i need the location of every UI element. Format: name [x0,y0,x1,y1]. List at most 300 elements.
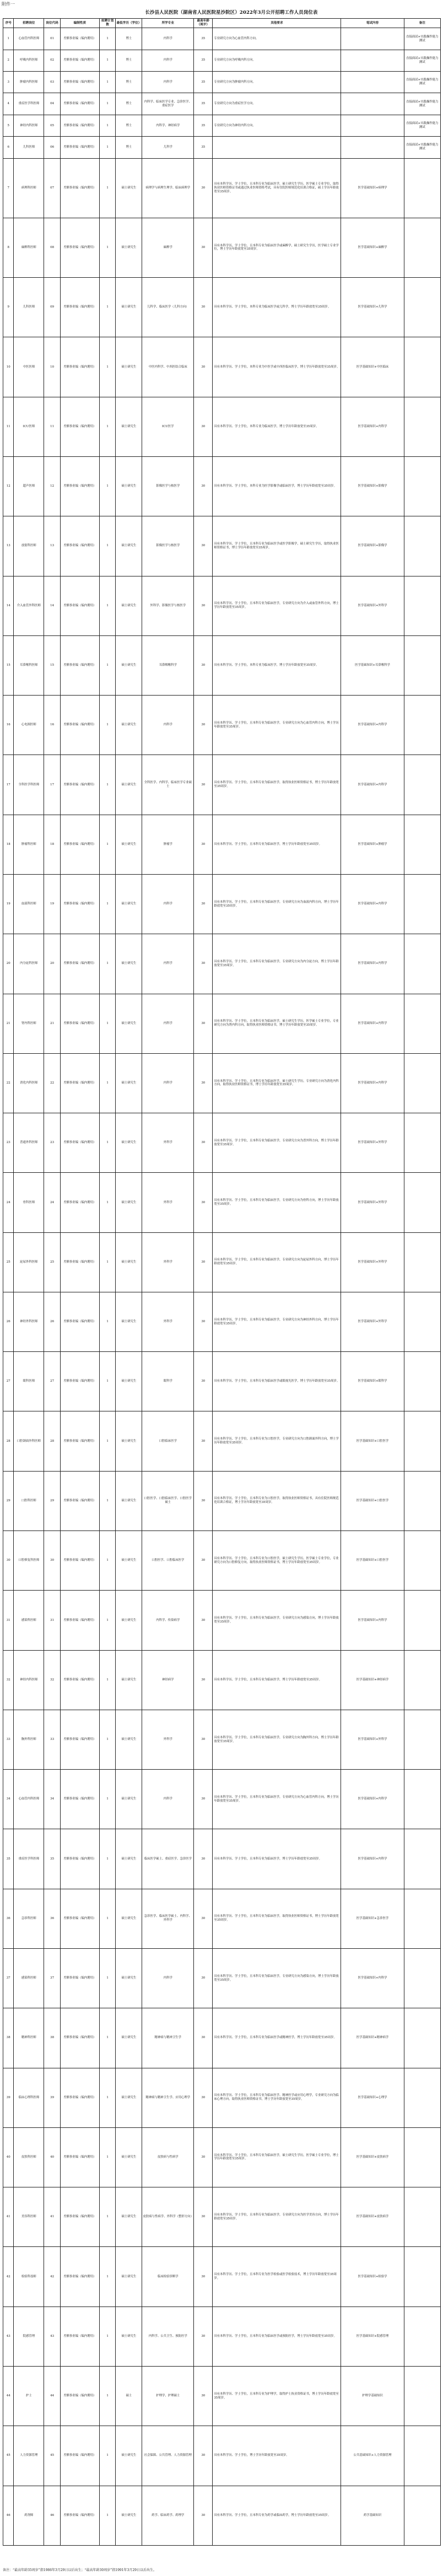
table-cell: 14 [3,576,14,635]
table-cell: 4 [3,93,14,115]
table-cell: 精神病与精神卫生学、应用心理学 [142,2068,194,2127]
table-cell: 差额事业编（编内聘用） [60,397,99,456]
table-cell [404,516,440,576]
table-cell: 35 [3,1829,14,1889]
table-cell: 具有本科学历、学士学位，且本科专业为临床医学，博士学历年龄放宽至35周岁。 [213,815,341,874]
table-cell [404,874,440,934]
table-cell [404,1173,440,1232]
table-cell: 硕士研究生 [116,635,142,695]
table-cell: 35 [44,1829,61,1889]
table-cell [404,1292,440,1351]
header-cell: 所学专业 [142,19,194,28]
table-cell: 神经内科医师 [14,115,44,136]
table-cell: 差额事业编（编内聘用） [60,115,99,136]
table-cell [404,2426,440,2486]
table-cell: 口腔科医师 [14,1471,44,1530]
table-cell: 18 [44,815,61,874]
table-cell: 1 [99,158,116,218]
table-cell [404,1232,440,1292]
table-cell: 12 [3,456,14,516]
table-cell: 35 [194,93,213,115]
table-cell: 放射科医师 [14,516,44,576]
table-cell: 41 [3,2187,14,2247]
table-row [3,397,441,456]
table-cell: 1 [99,93,116,115]
table-row [3,93,441,115]
table-cell: 30 [194,2486,213,2545]
table-cell [404,2486,440,2545]
table-cell: 46 [3,2486,14,2545]
table-cell: 27 [44,1352,61,1411]
table-cell [404,1053,440,1113]
table-cell: 儿科学、临床医学（儿科方向） [142,278,194,337]
table-cell: 差额事业编（编内聘用） [60,1770,99,1829]
table-row [3,2247,441,2306]
table-cell: 差额事业编（编内聘用） [60,2187,99,2247]
table-cell: 18 [3,815,14,874]
table-cell: 内科学、神经病学 [142,115,194,136]
table-cell: 具有本科学历、学士学位，且本科专业为药学或临床药学，博士学历年龄放宽至35周岁。 [213,2486,341,2545]
table-cell: 硕士研究生 [116,1650,142,1710]
table-cell: 差额事业编（编内聘用） [60,1471,99,1530]
table-cell: 差额事业编（编内聘用） [60,1352,99,1411]
table-cell: 内科学、临床医学专业、急诊医学、重症医学 [142,93,194,115]
table-cell: 胸外科医师 [14,1710,44,1769]
table-cell: 30 [194,755,213,815]
table-cell: 硕士研究生 [116,934,142,994]
table-cell: 医学基础知识+院感管理 [341,2306,404,2366]
table-cell: 硕士研究生 [116,576,142,635]
table-cell: 医学基础知识+内科学 [341,1770,404,1829]
table-cell: 05 [44,115,61,136]
table-cell: 1 [99,218,116,277]
table-cell: 23 [44,1113,61,1173]
table-cell: 医学基础知识+影像学 [341,516,404,576]
table-cell: 37 [44,1949,61,2008]
table-cell: 医学基础知识+内科学 [341,934,404,994]
table-cell: 差额事业编（编内聘用） [60,1531,99,1591]
table-row [3,696,441,755]
table-cell: 医学基础知识+麻醉学 [341,218,404,277]
table-cell: 博士 [116,28,142,50]
table-cell: 具有本科学历、学士学位，本科专业为临床医学或儿科学，博士学历年龄放宽至35周岁。 [213,278,341,337]
table-cell [404,1650,440,1710]
table-cell [404,1770,440,1829]
table-cell: 1 [99,28,116,50]
table-cell: 临床检验诊断学 [142,2247,194,2306]
table-cell [404,696,440,755]
table-cell: 22 [44,1053,61,1113]
table-cell: 硕士研究生 [116,1829,142,1889]
table-cell: 1 [99,2247,116,2306]
table-cell: 10 [3,337,14,397]
table-cell [341,28,404,50]
table-cell: 硕士研究生 [116,1889,142,1948]
table-cell [341,137,404,158]
table-cell: 内科学 [142,934,194,994]
table-cell: 硕士研究生 [116,1292,142,1351]
table-row [3,1053,441,1113]
table-row [3,1173,441,1232]
table-cell: 直接面试+实践操作能力测试 [404,28,440,50]
table-cell: 外科学 [142,1292,194,1351]
table-cell: 1 [99,2068,116,2127]
table-cell: 硕士研究生 [116,218,142,277]
table-cell [404,1829,440,1889]
table-cell: 8 [3,218,14,277]
table-cell: 1 [99,137,116,158]
table-cell: 硕士研究生 [116,337,142,397]
table-cell: 差额事业编（编内聘用） [60,1232,99,1292]
table-cell: 1 [99,1710,116,1769]
table-cell [404,1113,440,1173]
table-cell: 7 [3,158,14,218]
table-cell: 具有本科学历、学士学位，且本科专业为临床医学，专业研究方向为内分泌方向，博士学历年龄放宽至35周岁。 [213,934,341,994]
table-cell: 麻醉科医师 [14,218,44,277]
header-cell: 序号 [3,19,14,28]
table-cell: 30 [194,815,213,874]
table-cell: 46 [44,2486,61,2545]
table-cell: 24 [3,1173,14,1232]
table-cell: 28 [3,1411,14,1471]
table-row [3,994,441,1053]
table-cell: 内科学 [142,874,194,934]
table-cell: 30 [194,874,213,934]
table-cell: 内科学 [142,1770,194,1829]
table-cell: 影像医学与核医学 [142,456,194,516]
table-cell: 硕士研究生 [116,456,142,516]
positions-table [3,18,441,2546]
table-cell: 11 [3,397,14,456]
table-cell: 差额事业编（编内聘用） [60,696,99,755]
table-cell: 口腔医学、口腔临床医学 [142,1531,194,1591]
table-cell: 44 [44,2366,61,2426]
table-row [3,1770,441,1829]
table-cell: 30 [194,576,213,635]
table-cell: 差额事业编（编内聘用） [60,934,99,994]
table-cell: 血液科医师 [14,874,44,934]
table-row [3,934,441,994]
table-cell: 医学基础知识+外科学 [341,1292,404,1351]
header-cell: 备注 [404,19,440,28]
table-cell: 具有本科学历、学士学位，且本科专业为临床医学或精神医学，博士学历年龄放宽至35周岁。 [213,2008,341,2068]
table-cell: 1 [99,1292,116,1351]
table-cell: 麻醉学 [142,218,194,277]
table-cell: 1 [99,1411,116,1471]
table-cell: 外科学 [142,1173,194,1232]
table-cell: 36 [44,1889,61,1948]
table-cell: 差额事业编（编内聘用） [60,50,99,71]
table-cell [404,2127,440,2187]
table-cell: 17 [3,755,14,815]
table-cell: 1 [99,934,116,994]
table-cell: 30 [194,1292,213,1351]
table-cell: 24 [44,1173,61,1232]
table-cell: 1 [99,2127,116,2187]
table-cell: 具有本科学历、学士学位，且本科专业为临床医学，专业研究方向为感染方向，博士学历年龄放宽至35周岁。 [213,1591,341,1650]
table-cell [404,2247,440,2306]
table-cell: 具有本科学历、学士学位，且本科专业为临床医学，博士学历年龄放宽至35周岁。 [213,1829,341,1889]
table-cell: 差额事业编（编内聘用） [60,1710,99,1769]
table-cell: 硕士研究生 [116,1352,142,1411]
table-cell: 精神病与精神卫生学 [142,2008,194,2068]
table-cell [404,278,440,337]
table-cell: 30 [194,1113,213,1173]
table-cell: 25 [44,1232,61,1292]
table-row [3,137,441,158]
table-cell: 具有本科学历、学士学位，本科专业为临床医学，博士学历年龄放宽至35周岁。 [213,397,341,456]
table-cell: 1 [99,1889,116,1948]
table-cell: 30 [194,2068,213,2127]
table-cell: 1 [99,2187,116,2247]
table-cell: 医学基础知识+外科学 [341,576,404,635]
table-cell: 直接面试+实践操作能力测试 [404,137,440,158]
table-cell: 医学基础知识+耳鼻喉科学 [341,635,404,695]
table-cell: 具有本科学历、学士学位，且本科专业为临床医学，专业研究方向为神经外科方向，博士学历年龄放宽至35周岁。 [213,1292,341,1351]
table-cell: 35 [194,28,213,50]
table-cell: 1 [99,1173,116,1232]
table-cell: 1 [99,2426,116,2486]
table-cell: 1 [99,1113,116,1173]
table-cell: 33 [3,1710,14,1769]
table-cell: 差额事业编（编内聘用） [60,93,99,115]
table-cell: 口腔医学、口腔临床医学、口腔医学硕士 [142,1471,194,1530]
table-row [3,2008,441,2068]
table-cell: 具有本科学历、学士学位，且本科专业为临床医学，专业研究方向为介入或血管外科方向，博士学历年龄放宽至35周岁。 [213,576,341,635]
table-cell: 护理学基础知识 [341,2366,404,2426]
table-cell: 硕士研究生 [116,397,142,456]
table-cell: 医学基础知识+内科学 [341,397,404,456]
table-cell: 30 [194,1650,213,1710]
table-cell [404,934,440,994]
table-cell: 内科学 [142,72,194,93]
table-cell: 口腔修复科医师 [14,1531,44,1591]
table-cell: 具有本科学历、学士学位，且本科专业为临床医学，硕士研究生学历，医学硕士专业学位，专业研究方向为肾内科方向，取得执业医师资格证书，博士学历年龄放宽至35周岁。 [213,994,341,1053]
table-cell: 差额事业编（编内聘用） [60,755,99,815]
table-cell: 人力资源管理 [14,2426,44,2486]
table-row [3,635,441,695]
table-cell: 1 [99,576,116,635]
table-row [3,1232,441,1292]
table-cell: 医学基础知识+肿瘤学 [341,815,404,874]
table-cell: 45 [3,2426,14,2486]
table-cell: 医学基础知识+内科学 [341,1829,404,1889]
table-cell: 内科学 [142,994,194,1053]
table-row [3,516,441,576]
table-cell: 差额事业编（编内聘用） [60,1292,99,1351]
table-cell: 中医医师 [14,337,44,397]
table-row [3,1829,441,1889]
table-cell: 21 [44,994,61,1053]
table-cell: 17 [44,755,61,815]
table-body [3,28,441,2546]
table-row [3,1352,441,1411]
table-cell: 药学基础知识 [341,2486,404,2545]
table-row [3,337,441,397]
table-cell: 16 [3,696,14,755]
table-cell: 内科学、公共卫生、预防医学 [142,2306,194,2366]
table-cell: 中医内科学、中西医结合临床 [142,337,194,397]
table-cell: 35 [194,50,213,71]
table-cell: 硕士研究生 [116,2008,142,2068]
table-cell: 医学基础知识+内科学 [341,1949,404,2008]
table-cell: 儿科医师 [14,278,44,337]
table-cell: 1 [99,278,116,337]
table-cell: 医学基础知识+急诊医学 [341,1889,404,1948]
table-cell: 神经病学 [142,1650,194,1710]
table-cell [404,1411,440,1471]
table-cell: 外科学 [142,1113,194,1173]
table-cell: 30 [194,2306,213,2366]
table-cell: 临床医学硕士、重症医学、急诊医学 [142,1829,194,1889]
table-cell [404,2366,440,2426]
table-cell: 专业研究方向为神经内科方向。 [213,115,341,136]
table-cell: 差额事业编（编内聘用） [60,2366,99,2426]
table-cell [404,755,440,815]
table-cell: 44 [3,2366,14,2426]
table-cell: 差额事业编（编内聘用） [60,1829,99,1889]
table-row [3,874,441,934]
table-header-row [3,19,441,28]
table-cell: 1 [99,50,116,71]
table-cell: 差额事业编（编内聘用） [60,1591,99,1650]
table-cell: 外科学 [142,1232,194,1292]
table-cell: 硕士研究生 [116,994,142,1053]
table-cell: 15 [44,635,61,695]
table-cell: 硕士研究生 [116,158,142,218]
table-cell: 11 [44,397,61,456]
table-cell: 具有本科学历、学士学位，且本科专业为临床医学，博士学历年龄放宽至35周岁。 [213,1650,341,1710]
table-cell: 具有本科学历、学士学位，且本科专业为临床医学，专业研究方向为普外科方向，博士学历年龄放宽至35周岁。 [213,1113,341,1173]
table-cell: 1 [99,696,116,755]
table-cell: 博士 [116,115,142,136]
table-cell: 36 [3,1889,14,1948]
table-cell: 医学基础知识+内科学 [341,1053,404,1113]
table-cell: 26 [44,1292,61,1351]
table-cell: 硕士研究生 [116,1232,142,1292]
table-cell: ICU医学 [142,397,194,456]
table-cell [404,456,440,516]
table-cell: 病理学与病理生理学、临床病理学 [142,158,194,218]
table-cell: 21 [3,994,14,1053]
table-cell: 具有本科学历、学士学位，且本科专业为临床医学，取得执业医师资格证书，博士学历年龄放宽至35周岁。 [213,1889,341,1948]
table-cell: 药剂师 [14,2486,44,2545]
table-cell: 直接面试+实践操作能力测试 [404,72,440,93]
table-cell: 医学基础知识+外科学 [341,1232,404,1292]
table-row [3,28,441,50]
table-cell: 45 [44,2426,61,2486]
table-cell: 硕士 [116,2366,142,2426]
table-cell: 医学基础知识+神经病学 [341,1650,404,1710]
table-cell: 急诊医学、临床医学硕士、内科学、外科学 [142,1889,194,1948]
table-cell: 1 [99,1531,116,1591]
table-cell: 30 [194,1053,213,1113]
table-cell: 影像医学与核医学 [142,516,194,576]
table-cell: 医学基础知识+内科学 [341,1591,404,1650]
table-cell: 具有本科学历、学士学位，且本科专业为临床医学，专业研究方向为心血管内科方向，博士学历年龄放宽至35周岁。 [213,1770,341,1829]
table-cell: 34 [3,1770,14,1829]
table-cell: 具有本科学历、学士学位，且本科专业为临床医学，硕士研究生学历，医学硕士专业学位，取得执业医师资格证书或通过执业医师资格考试，具有住院医师规范化培训合格证，硕士学历年龄放宽至35周岁。 [213,158,341,218]
table-cell: 9 [3,278,14,337]
table-cell: 具有本科学历、学士学位，且本科专业为口腔医学，专业研究方向为口腔颌面外科方向，博士学历年龄放宽至35周岁。 [213,1411,341,1471]
table-cell: 呼吸内科医师 [14,50,44,71]
table-row [3,50,441,71]
table-cell: 神经外科医师 [14,1292,44,1351]
table-cell: 医学基础知识+口腔医学 [341,1411,404,1471]
table-cell: 1 [99,1232,116,1292]
table-row [3,278,441,337]
table-cell: 临床心理科医师 [14,2068,44,2127]
table-row [3,576,441,635]
table-cell: 具有本科学历、学士学位，本科专业为中医学或中西医临床医学，博士学历年龄放宽至35周岁。 [213,337,341,397]
table-cell [404,1591,440,1650]
table-cell: 02 [44,50,61,71]
table-cell: 33 [44,1710,61,1769]
table-cell [404,397,440,456]
table-cell: 公共基础知识+人力资源管理 [341,2426,404,2486]
table-cell: 院感管理 [14,2306,44,2366]
table-cell: 皮肤病与性病学 [142,2127,194,2187]
table-cell: 差额事业编（编内聘用） [60,1053,99,1113]
table-cell: 1 [99,994,116,1053]
table-cell [404,1889,440,1948]
table-cell: 30 [194,2366,213,2426]
table-cell: 眼科学 [142,1352,194,1411]
table-cell: 肿瘤内科医师 [14,72,44,93]
table-row [3,2426,441,2486]
table-cell: 具有本科学历、学士学位，且本科专业为临床医学、精神医学或应用心理学，专业研究方向为临床心理方向，取得执业医师资格证书，博士学历年龄放宽至35周岁。 [213,2068,341,2127]
table-cell: 1 [99,815,116,874]
table-cell: 30 [194,218,213,277]
table-cell [404,337,440,397]
table-cell: 42 [44,2247,61,2306]
table-cell: 34 [44,1770,61,1829]
table-row [3,2366,441,2426]
table-cell: 全科医学科医师 [14,755,44,815]
table-cell [404,1710,440,1769]
table-cell: 6 [3,137,14,158]
table-cell: 直接面试+实践操作能力测试 [404,93,440,115]
table-cell: 差额事业编（编内聘用） [60,576,99,635]
table-cell: 硕士研究生 [116,1113,142,1173]
table-cell: 心血管内科医师 [14,28,44,50]
table-cell: 29 [44,1471,61,1530]
table-cell: 01 [44,28,61,50]
table-row [3,2187,441,2247]
table-cell: 13 [3,516,14,576]
table-cell: 差额事业编（编内聘用） [60,456,99,516]
table-cell: 具有本科学历、学士学位，且本科专业为临床医学，专业研究方向为心血管内科方向，博士学历年龄放宽至35周岁。 [213,696,341,755]
table-cell: 博士 [116,93,142,115]
table-cell: 耳鼻咽喉科学 [142,635,194,695]
table-cell: 43 [3,2306,14,2366]
table-cell: 5 [3,115,14,136]
table-cell: 差额事业编（编内聘用） [60,1889,99,1948]
table-cell: 38 [44,2008,61,2068]
table-cell: 医学基础知识+精神病学 [341,2008,404,2068]
table-cell: 1 [99,115,116,136]
table-cell: 06 [44,137,61,158]
table-cell: 差额事业编（编内聘用） [60,2426,99,2486]
table-cell: 1 [99,1591,116,1650]
table-cell [404,2068,440,2127]
table-cell: 1 [99,1949,116,2008]
table-cell: 医学基础知识+内科学 [341,874,404,934]
table-cell: 30 [194,1591,213,1650]
table-cell: 具有本科学历、学士学位，且本科专业为护理学，取得护士执业资格证书，博士学历年龄放宽至35周岁。 [213,2366,341,2426]
table-cell: 03 [44,72,61,93]
table-cell: 全科医学、内科学、临床医学专业硕士 [142,755,194,815]
